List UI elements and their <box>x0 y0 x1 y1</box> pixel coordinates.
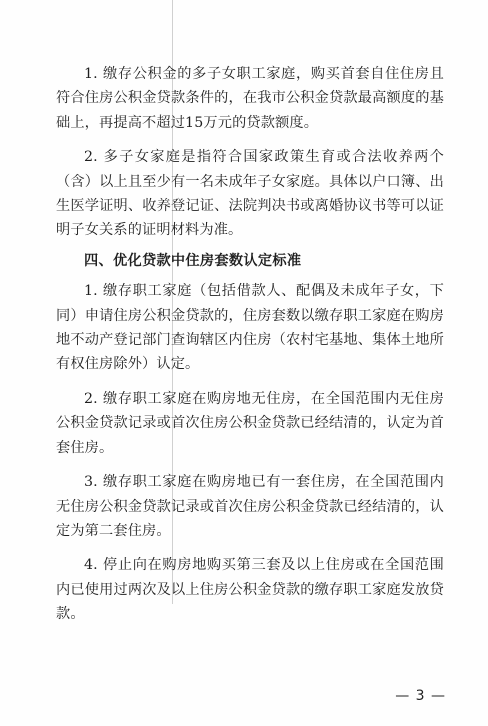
section-paragraph-2: 2. 缴存职工家庭在购房地无住房，在全国范围内无住房公积金贷款记录或首次住房公积金贷款已经结清的，认定为首套住房。 <box>56 390 444 456</box>
paragraph-1: 1. 缴存公积金的多子女职工家庭，购买首套自住住房且符合住房公积金贷款条件的，在我市公积金贷款最高额度的基础上，再提高不超过15万元的贷款额度。 <box>56 66 444 131</box>
page-number: — 3 — <box>395 688 446 704</box>
spacer <box>56 460 444 470</box>
section-paragraph-1: 1. 缴存职工家庭（包括借款人、配偶及未成年子女，下同）申请住房公积金贷款的，住房套数以缴存职工家庭在购房地不动产登记部门查询辖区内住房（农村宅基地、集体土地所有权住房除外）认定。 <box>56 283 444 373</box>
section-paragraph-3: 3. 缴存职工家庭在购房地已有一套住房，在全国范围内无住房公积金贷款记录或首次住房公积金贷款已经结清的，认定为第二套住房。 <box>56 474 444 539</box>
spacer <box>56 543 444 553</box>
spacer <box>56 135 444 145</box>
spacer <box>56 377 444 387</box>
document-content <box>56 62 444 627</box>
section-paragraph-4: 4. 停止向在购房地购买第三套及以上住房或在全国范围内已使用过两次及以上住房公积金贷款的缴存职工家庭发放贷款。 <box>56 557 444 623</box>
section-title: 四、优化贷款中住房套数认定标准 <box>84 252 302 269</box>
paragraph-2: 2. 多子女家庭是指符合国家政策生育或合法收养两个（含）以上且至少有一名未成年子女家庭。具体以户口簿、出生医学证明、收养登记证、法院判决书或离婚协议书等可以证明子女关系的证明材料为准。 <box>56 149 444 239</box>
